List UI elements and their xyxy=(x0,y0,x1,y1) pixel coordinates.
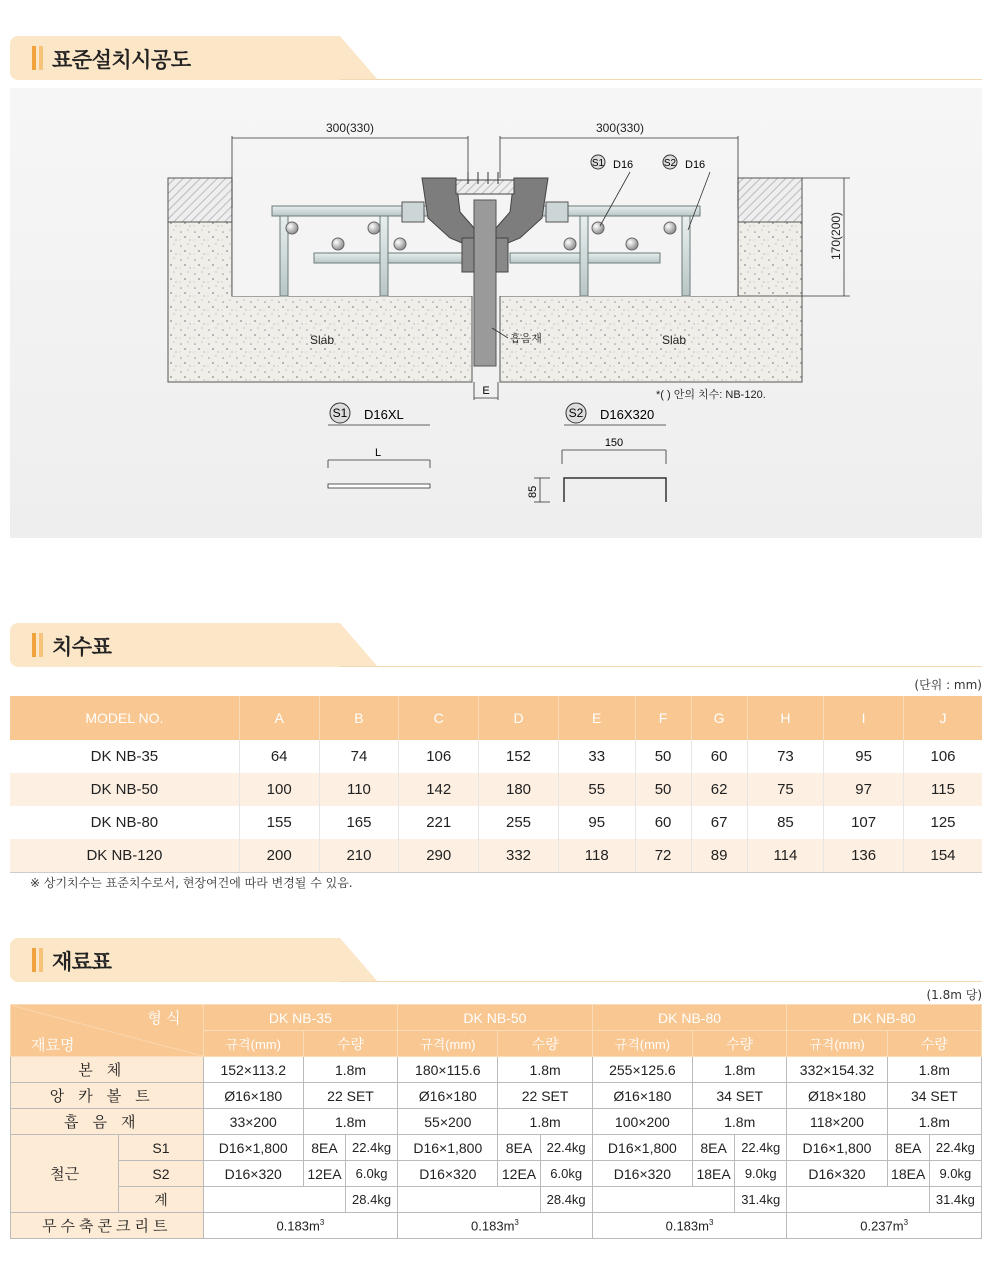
qty-header: 수량 xyxy=(498,1031,592,1057)
material-row-rebar-s2 xyxy=(11,1161,982,1187)
table-cell: 28.4kg xyxy=(540,1187,592,1213)
sub-label: 계 xyxy=(119,1187,203,1213)
table-cell: 60 xyxy=(691,740,747,773)
spec-header: 규격(mm) xyxy=(787,1031,887,1057)
table-cell: 142 xyxy=(399,773,479,806)
table-cell: D16×320 xyxy=(592,1161,692,1187)
table-cell: 125 xyxy=(904,806,983,839)
table-cell: 22.4kg xyxy=(346,1135,398,1161)
s2-callout-bar: D16 xyxy=(685,159,706,171)
table-cell: 136 xyxy=(824,839,904,873)
table-cell: 255 xyxy=(479,806,559,839)
table-cell: 73 xyxy=(747,740,824,773)
table-cell: D16×320 xyxy=(203,1161,303,1187)
row-label: 본체 xyxy=(11,1057,204,1083)
table-cell: 60 xyxy=(635,806,691,839)
table-cell xyxy=(203,1187,345,1213)
concrete-unit: 3 xyxy=(514,1217,519,1227)
table-cell xyxy=(787,1213,982,1239)
concrete-value: 0.237m xyxy=(860,1218,904,1234)
dimension-note: ※ 상기치수는 표준치수로서, 현장여건에 따라 변경될 수 있음. xyxy=(30,876,353,890)
corner-header xyxy=(11,1005,204,1057)
table-cell: 12EA xyxy=(303,1161,345,1187)
table-cell: 8EA xyxy=(303,1135,345,1161)
table-cell: DK NB-35 xyxy=(90,748,159,765)
table-cell: D16×1,800 xyxy=(787,1135,887,1161)
qty-header: 수량 xyxy=(303,1031,397,1057)
model-header: DK NB-50 xyxy=(398,1005,593,1031)
table-cell: 89 xyxy=(691,839,747,873)
table-cell: 154 xyxy=(904,839,983,873)
table-cell: 12EA xyxy=(498,1161,540,1187)
table-cell xyxy=(203,1213,398,1239)
table-row xyxy=(10,740,982,773)
table-cell: 110 xyxy=(319,773,399,806)
table-cell: 31.4kg xyxy=(735,1187,787,1213)
material-row-rebar-s1 xyxy=(11,1135,982,1161)
table-cell: D16×1,800 xyxy=(592,1135,692,1161)
corner-top: 형 식 xyxy=(147,1009,181,1027)
concrete-value: 0.183m xyxy=(471,1218,515,1234)
table-cell: 34 SET xyxy=(693,1083,787,1109)
slab-right-label: Slab xyxy=(662,333,687,347)
model-header: DK NB-35 xyxy=(203,1005,398,1031)
material-row-anchor xyxy=(11,1083,982,1109)
concrete-unit: 3 xyxy=(903,1217,909,1227)
table-cell: 97 xyxy=(824,773,904,806)
table-cell: 100×200 xyxy=(592,1109,692,1135)
row-label: 무수축콘크리트 xyxy=(11,1213,204,1239)
table-cell: 332 xyxy=(479,839,559,873)
table-cell: 1.8m xyxy=(887,1057,981,1083)
table-row xyxy=(10,806,982,839)
s2-detail-height: 85 xyxy=(527,485,539,498)
column-header: B xyxy=(319,696,399,740)
model-header: DK NB-80 xyxy=(787,1005,982,1031)
table-cell xyxy=(592,1187,734,1213)
table-cell: 95 xyxy=(824,740,904,773)
material-table xyxy=(10,1004,982,1239)
table-cell: 22 SET xyxy=(303,1083,397,1109)
s1-detail-dim: L xyxy=(374,447,382,459)
column-header: MODEL NO. xyxy=(10,696,239,740)
table-cell: 33×200 xyxy=(203,1109,303,1135)
table-cell: 50 xyxy=(635,773,691,806)
table-cell xyxy=(787,1187,929,1213)
table-cell: D16×320 xyxy=(787,1161,887,1187)
section-header-install xyxy=(10,36,982,80)
column-header: D xyxy=(479,696,559,740)
table-cell: 255×125.6 xyxy=(592,1057,692,1083)
table-cell: 100 xyxy=(239,773,319,806)
table-cell: 67 xyxy=(691,806,747,839)
table-cell: 165 xyxy=(319,806,399,839)
table-cell: Ø16×180 xyxy=(592,1083,692,1109)
table-cell: 221 xyxy=(399,806,479,839)
table-cell: 107 xyxy=(824,806,904,839)
drawing-note: *( ) 안의 치수: NB-120. xyxy=(656,389,766,401)
table-cell: 332×154.32 xyxy=(787,1057,887,1083)
table-cell: 31.4kg xyxy=(929,1187,981,1213)
qty-header: 수량 xyxy=(887,1031,981,1057)
table-cell: DK NB-80 xyxy=(90,814,159,831)
table-cell: 1.8m xyxy=(303,1057,397,1083)
table-cell: 33 xyxy=(558,740,635,773)
table-cell: 1.8m xyxy=(887,1109,981,1135)
table-cell: 85 xyxy=(747,806,824,839)
s1-callout-bar: D16 xyxy=(613,159,634,171)
table-cell: 22.4kg xyxy=(929,1135,981,1161)
sub-label: S2 xyxy=(119,1161,203,1187)
column-header: C xyxy=(399,696,479,740)
row-label: 철근 xyxy=(11,1135,119,1213)
table-cell: 1.8m xyxy=(498,1057,592,1083)
dimension-table xyxy=(10,696,982,873)
table-cell: 155 xyxy=(239,806,319,839)
dim-left-label: 300(330) xyxy=(325,121,375,135)
section-header-materials xyxy=(10,938,982,982)
spec-header: 규격(mm) xyxy=(203,1031,303,1057)
table-cell: 290 xyxy=(399,839,479,873)
concrete-value: 0.183m xyxy=(665,1218,709,1234)
dim-height-label: 170(200) xyxy=(829,211,843,260)
table-cell: 8EA xyxy=(693,1135,735,1161)
spec-header: 규격(mm) xyxy=(398,1031,498,1057)
table-cell: 1.8m xyxy=(693,1109,787,1135)
table-cell: 18EA xyxy=(887,1161,929,1187)
table-cell: 118×200 xyxy=(787,1109,887,1135)
table-cell: 50 xyxy=(635,740,691,773)
section-title: 표준설치시공도 xyxy=(52,48,191,72)
table-cell: 106 xyxy=(904,740,983,773)
installation-drawing xyxy=(10,88,982,538)
dimension-table-header xyxy=(10,696,982,740)
section-title: 재료표 xyxy=(52,950,112,974)
table-cell: 74 xyxy=(319,740,399,773)
table-cell: 55×200 xyxy=(398,1109,498,1135)
material-row-rebar-total xyxy=(11,1187,982,1213)
column-header: J xyxy=(904,696,983,740)
table-cell: 115 xyxy=(904,773,983,806)
table-cell: 75 xyxy=(747,773,824,806)
table-cell: 22.4kg xyxy=(735,1135,787,1161)
table-cell: 72 xyxy=(635,839,691,873)
slab-left-label: Slab xyxy=(310,333,335,347)
s2-detail-width: 150 xyxy=(604,437,624,449)
column-header: A xyxy=(239,696,319,740)
table-cell: 180 xyxy=(479,773,559,806)
row-label: 앙카볼트 xyxy=(11,1083,204,1109)
table-cell: 200 xyxy=(239,839,319,873)
table-cell: 62 xyxy=(691,773,747,806)
table-cell: D16×1,800 xyxy=(203,1135,303,1161)
table-cell: 22.4kg xyxy=(540,1135,592,1161)
concrete-unit: 3 xyxy=(319,1217,325,1227)
table-cell: 34 SET xyxy=(887,1083,981,1109)
column-header: F xyxy=(635,696,691,740)
table-cell: 1.8m xyxy=(303,1109,397,1135)
s2-detail-label: D16X320 xyxy=(600,407,655,422)
column-header: G xyxy=(691,696,747,740)
concrete-value: 0.183m xyxy=(276,1218,320,1234)
table-cell: 22 SET xyxy=(498,1083,592,1109)
material-unit: (1.8m 당) xyxy=(926,988,982,1002)
table-cell: 106 xyxy=(399,740,479,773)
column-header: H xyxy=(747,696,824,740)
s1-detail-label: D16XL xyxy=(364,407,404,422)
s2-detail-tag: S2 xyxy=(568,406,584,420)
concrete-unit: 3 xyxy=(708,1217,714,1227)
row-label: 흡음재 xyxy=(11,1109,204,1135)
table-cell: 1.8m xyxy=(693,1057,787,1083)
table-cell: 55 xyxy=(558,773,635,806)
table-cell: 18EA xyxy=(693,1161,735,1187)
material-row-concrete xyxy=(11,1213,982,1239)
section-title: 치수표 xyxy=(52,635,112,659)
gap-label: E xyxy=(482,385,490,397)
table-cell: 152×113.2 xyxy=(203,1057,303,1083)
material-row-body xyxy=(11,1057,982,1083)
table-cell: D16×1,800 xyxy=(398,1135,498,1161)
s1-detail-tag: S1 xyxy=(332,406,348,420)
table-cell: DK NB-120 xyxy=(10,839,239,873)
qty-header: 수량 xyxy=(693,1031,787,1057)
absorber-label: 흡음재 xyxy=(510,333,542,345)
dimension-unit: (단위 : mm) xyxy=(914,678,982,692)
corner-bottom: 재료명 xyxy=(31,1036,75,1054)
table-cell: Ø18×180 xyxy=(787,1083,887,1109)
column-header: E xyxy=(558,696,635,740)
material-row-absorber xyxy=(11,1109,982,1135)
table-row xyxy=(10,839,982,873)
spec-header: 규격(mm) xyxy=(592,1031,692,1057)
column-header: I xyxy=(824,696,904,740)
table-cell: 114 xyxy=(747,839,824,873)
table-cell: 118 xyxy=(558,839,635,873)
table-cell: 28.4kg xyxy=(346,1187,398,1213)
table-row xyxy=(10,773,982,806)
table-cell xyxy=(592,1213,787,1239)
table-cell: 180×115.6 xyxy=(398,1057,498,1083)
dim-right-label: 300(330) xyxy=(595,121,645,135)
table-cell: 64 xyxy=(239,740,319,773)
section-header-dimensions xyxy=(10,623,982,667)
table-cell: 6.0kg xyxy=(540,1161,592,1187)
model-header: DK NB-80 xyxy=(592,1005,787,1031)
table-cell: 9.0kg xyxy=(735,1161,787,1187)
table-cell: 152 xyxy=(479,740,559,773)
table-cell: DK NB-50 xyxy=(10,773,239,806)
table-cell: 1.8m xyxy=(498,1109,592,1135)
table-cell: 210 xyxy=(319,839,399,873)
sub-label: S1 xyxy=(119,1135,203,1161)
table-cell: 8EA xyxy=(887,1135,929,1161)
table-cell: 8EA xyxy=(498,1135,540,1161)
material-header-row xyxy=(11,1005,982,1031)
table-cell: Ø16×180 xyxy=(398,1083,498,1109)
s2-callout-tag: S2 xyxy=(663,158,677,169)
table-cell: 9.0kg xyxy=(929,1161,981,1187)
table-cell xyxy=(398,1187,540,1213)
table-cell: D16×320 xyxy=(398,1161,498,1187)
table-cell: 6.0kg xyxy=(346,1161,398,1187)
table-cell xyxy=(398,1213,593,1239)
s1-callout-tag: S1 xyxy=(591,158,605,169)
table-cell: 95 xyxy=(558,806,635,839)
table-cell: Ø16×180 xyxy=(203,1083,303,1109)
